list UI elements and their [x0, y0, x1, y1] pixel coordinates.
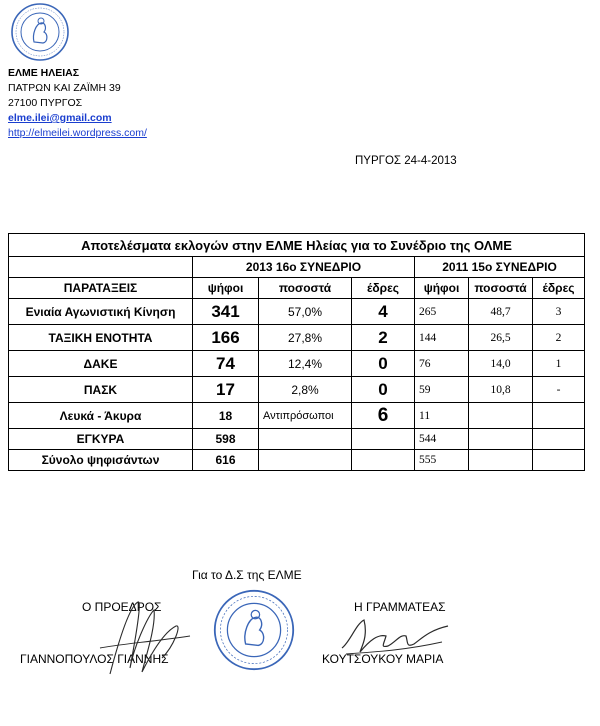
total-row: [9, 450, 585, 471]
empty-cell: [352, 429, 415, 450]
blank-invalid-votes-2011: 11: [415, 403, 469, 429]
percent-2011: 14,0: [469, 351, 533, 377]
email-link[interactable]: elme.ilei@gmail.com: [8, 112, 112, 124]
votes-2013: 341: [193, 299, 259, 325]
total-label: Σύνολο ψηφισάντων: [9, 450, 193, 471]
percent-2011: 48,7: [469, 299, 533, 325]
percent-2013: 57,0%: [259, 299, 352, 325]
empty-cell: [259, 450, 352, 471]
empty-cell: [533, 450, 585, 471]
results-table: [8, 233, 585, 471]
col-header-percent-2011: ποσοστά: [469, 278, 533, 299]
col-header-factions: ΠΑΡΑΤΑΞΕΙΣ: [9, 278, 193, 299]
delegates-count: 6: [352, 403, 415, 429]
website-link[interactable]: http://elmeilei.wordpress.com/: [8, 127, 147, 139]
group-2013-header: 2013 16ο ΣΥΝΕΔΡΙΟ: [193, 257, 415, 278]
president-signature: [90, 596, 200, 676]
col-header-votes-2011: ψήφοι: [415, 278, 469, 299]
seats-2011: 1: [533, 351, 585, 377]
votes-2011: 59: [415, 377, 469, 403]
street-address: ΠΑΤΡΩΝ ΚΑΙ ΖΑΪΜΗ 39: [8, 82, 121, 94]
votes-2013: 74: [193, 351, 259, 377]
votes-2011: 144: [415, 325, 469, 351]
empty-cell: [533, 403, 585, 429]
empty-cell: [259, 429, 352, 450]
secretary-signature: [336, 612, 456, 662]
empty-cell: [533, 429, 585, 450]
percent-2013: 2,8%: [259, 377, 352, 403]
empty-cell: [352, 450, 415, 471]
table-row: [9, 377, 585, 403]
empty-cell: [469, 403, 533, 429]
blank-invalid-label: Λευκά - Άκυρα: [9, 403, 193, 429]
percent-2011: 10,8: [469, 377, 533, 403]
faction-name: ΤΑΞΙΚΗ ΕΝΟΤΗΤΑ: [9, 325, 193, 351]
blank-corner: [9, 257, 193, 278]
col-header-seats-2011: έδρες: [533, 278, 585, 299]
valid-label: ΕΓΚΥΡΑ: [9, 429, 193, 450]
city-line: 27100 ΠΥΡΓΟΣ: [8, 97, 83, 109]
percent-2011: 26,5: [469, 325, 533, 351]
delegates-label: Αντιπρόσωποι: [259, 403, 352, 429]
faction-name: ΠΑΣΚ: [9, 377, 193, 403]
total-votes-2013: 616: [193, 450, 259, 471]
percent-2013: 27,8%: [259, 325, 352, 351]
letterhead: [8, 66, 147, 141]
valid-votes-2011: 544: [415, 429, 469, 450]
secretary-name: ΚΟΥΤΣΟΥΚΟΥ ΜΑΡΙΑ: [322, 652, 444, 666]
votes-2013: 17: [193, 377, 259, 403]
table-title: Αποτελέσματα εκλογών στην ΕΛΜΕ Ηλείας για το Συνέδριο της ΟΛΜΕ: [9, 234, 585, 257]
col-header-percent-2013: ποσοστά: [259, 278, 352, 299]
faction-name: Ενιαία Αγωνιστική Κίνηση: [9, 299, 193, 325]
column-header-row: [9, 278, 585, 299]
valid-votes-2013: 598: [193, 429, 259, 450]
votes-2011: 76: [415, 351, 469, 377]
percent-2013: 12,4%: [259, 351, 352, 377]
group-2011-header: 2011 15ο ΣΥΝΕΔΡΙΟ: [415, 257, 585, 278]
table-row: [9, 325, 585, 351]
faction-name: ΔΑΚΕ: [9, 351, 193, 377]
table-row: [9, 351, 585, 377]
votes-2011: 265: [415, 299, 469, 325]
table-row: [9, 299, 585, 325]
union-seal-stamp: [212, 588, 296, 672]
col-header-votes-2013: ψήφοι: [193, 278, 259, 299]
seats-2013: 2: [352, 325, 415, 351]
date-line: ΠΥΡΓΟΣ 24-4-2013: [355, 155, 457, 167]
blank-invalid-votes-2013: 18: [193, 403, 259, 429]
empty-cell: [469, 450, 533, 471]
president-name: ΓΙΑΝΝΟΠΟΥΛΟΣ ΓΙΑΝΝΗΣ: [20, 652, 169, 666]
seats-2011: -: [533, 377, 585, 403]
valid-row: [9, 429, 585, 450]
empty-cell: [469, 429, 533, 450]
seats-2011: 2: [533, 325, 585, 351]
org-name: ΕΛΜΕ ΗΛΕΙΑΣ: [8, 67, 80, 79]
seats-2013: 0: [352, 351, 415, 377]
signature-caption: Για το Δ.Σ της ΕΛΜΕ: [192, 568, 302, 582]
col-header-seats-2013: έδρες: [352, 278, 415, 299]
president-role: Ο ΠΡΟΕΔΡΟΣ: [82, 600, 162, 614]
secretary-role: Η ΓΡΑΜΜΑΤΕΑΣ: [354, 600, 446, 614]
union-seal-top: [10, 2, 70, 62]
votes-2013: 166: [193, 325, 259, 351]
total-votes-2011: 555: [415, 450, 469, 471]
seats-2011: 3: [533, 299, 585, 325]
seats-2013: 0: [352, 377, 415, 403]
blank-invalid-row: [9, 403, 585, 429]
seats-2013: 4: [352, 299, 415, 325]
